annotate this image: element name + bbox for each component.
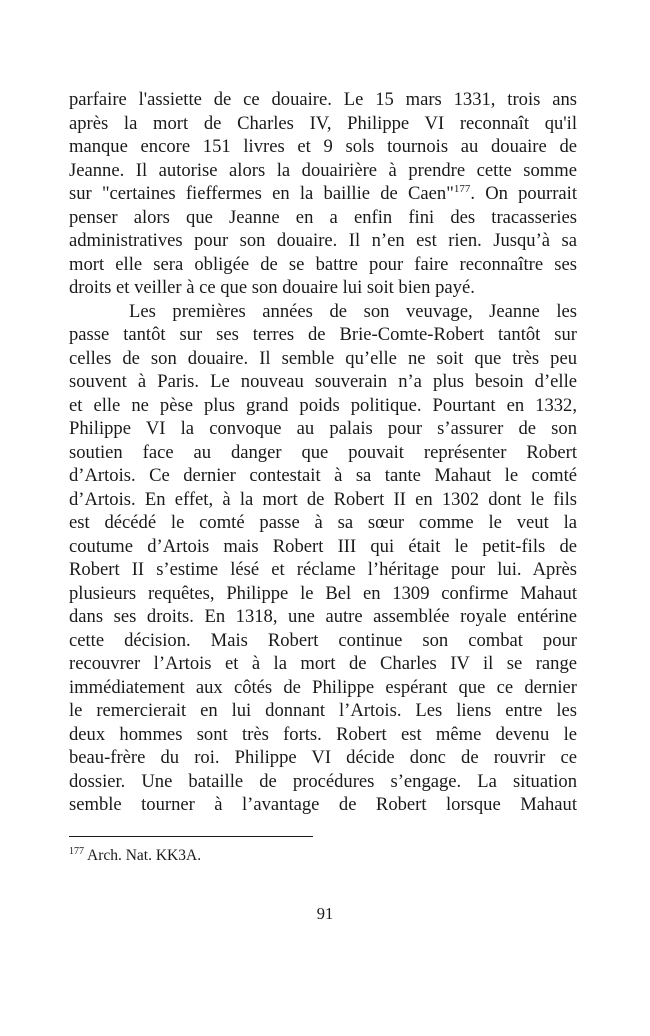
text-line: dans ses droits. En 1318, une autre assemblée royale entérine [69, 606, 577, 627]
text-line: plusieurs requêtes, Philippe le Bel en 1309 confirme Mahaut [69, 582, 577, 604]
text-line-paragraph-start: Les premières années de son veuvage, Jeanne les [129, 300, 577, 322]
text-line: mort elle sera obligée de se battre pour faire reconnaître ses [69, 253, 577, 275]
text-line: soutien face au danger que pouvait représenter Robert [69, 441, 577, 463]
footnote-text: Arch. Nat. KK3A. [87, 847, 202, 864]
text-line: dossier. Une bataille de procédures s’engage. La situation [69, 770, 577, 792]
text-line: Jeanne. Il autorise alors la douairière à prendre cette somme [69, 159, 577, 181]
page-number: 91 [316, 904, 334, 923]
text-line: et elle ne pèse plus grand poids politique. Pourtant en 1332, [69, 394, 577, 416]
text-line: d’Artois. En effet, à la mort de Robert II en 1302 dont le fils [69, 488, 577, 510]
text-line: celles de son douaire. Il semble qu’elle ne soit que très peu [69, 347, 577, 369]
text-line: Philippe VI la convoque au palais pour s’assurer de son [69, 418, 577, 439]
text-line: manque encore 151 livres et 9 sols tournois au douaire de [69, 136, 577, 157]
text-line: le remercierait en lui donnant l’Artois. Les liens entre les [69, 700, 577, 721]
text-line: souvent à Paris. Le nouveau souverain n’a plus besoin d’elle [69, 371, 577, 392]
text-line: cette décision. Mais Robert continue son combat pour [69, 629, 577, 651]
text-line-with-footnote-ref [69, 182, 577, 206]
text-line: recouvrer l’Artois et à la mort de Charles IV il se range [69, 653, 577, 674]
text-line: coutume d’Artois mais Robert III qui était le petit-fils de [69, 535, 577, 557]
footnote-number: 177 [69, 846, 84, 857]
text-line: après la mort de Charles IV, Philippe VI reconnaît qu'il [69, 112, 577, 134]
text-line: penser alors que Jeanne en a enfin fini des tracasseries [69, 206, 577, 228]
text-line-paragraph-end: droits et veiller à ce que son douaire lui soit bien payé. [69, 277, 475, 298]
text-line: parfaire l'assiette de ce douaire. Le 15 mars 1331, trois ans [69, 89, 577, 110]
text-line: Robert II s’estime lésé et réclame l’héritage pour lui. Après [69, 559, 577, 580]
text-segment: sur "certaines fieffermes en la baillie de Caen" [69, 183, 454, 204]
text-line: beau-frère du roi. Philippe VI décide donc de rouvrir ce [69, 747, 577, 768]
footnote-reference[interactable]: 177 [453, 183, 471, 195]
text-line: administratives pour son douaire. Il n’en est rien. Jusqu’à sa [69, 230, 577, 251]
text-line: semble tourner à l’avantage de Robert lorsque Mahaut [69, 794, 577, 815]
footnote-separator [69, 836, 313, 837]
text-line: d’Artois. Ce dernier contestait à sa tante Mahaut le comté [69, 465, 577, 486]
text-segment: . On pourrait [470, 183, 577, 204]
text-line: deux hommes sont très forts. Robert est même devenu le [69, 723, 577, 745]
text-line: immédiatement aux côtés de Philippe espérant que ce dernier [69, 676, 577, 698]
page-body [69, 88, 577, 817]
footnote [69, 846, 201, 866]
text-line: passe tantôt sur ses terres de Brie-Comte-Robert tantôt sur [69, 324, 577, 345]
text-line: est décédé le comté passe à sa sœur comme le veut la [69, 512, 577, 533]
body-text [69, 88, 577, 817]
